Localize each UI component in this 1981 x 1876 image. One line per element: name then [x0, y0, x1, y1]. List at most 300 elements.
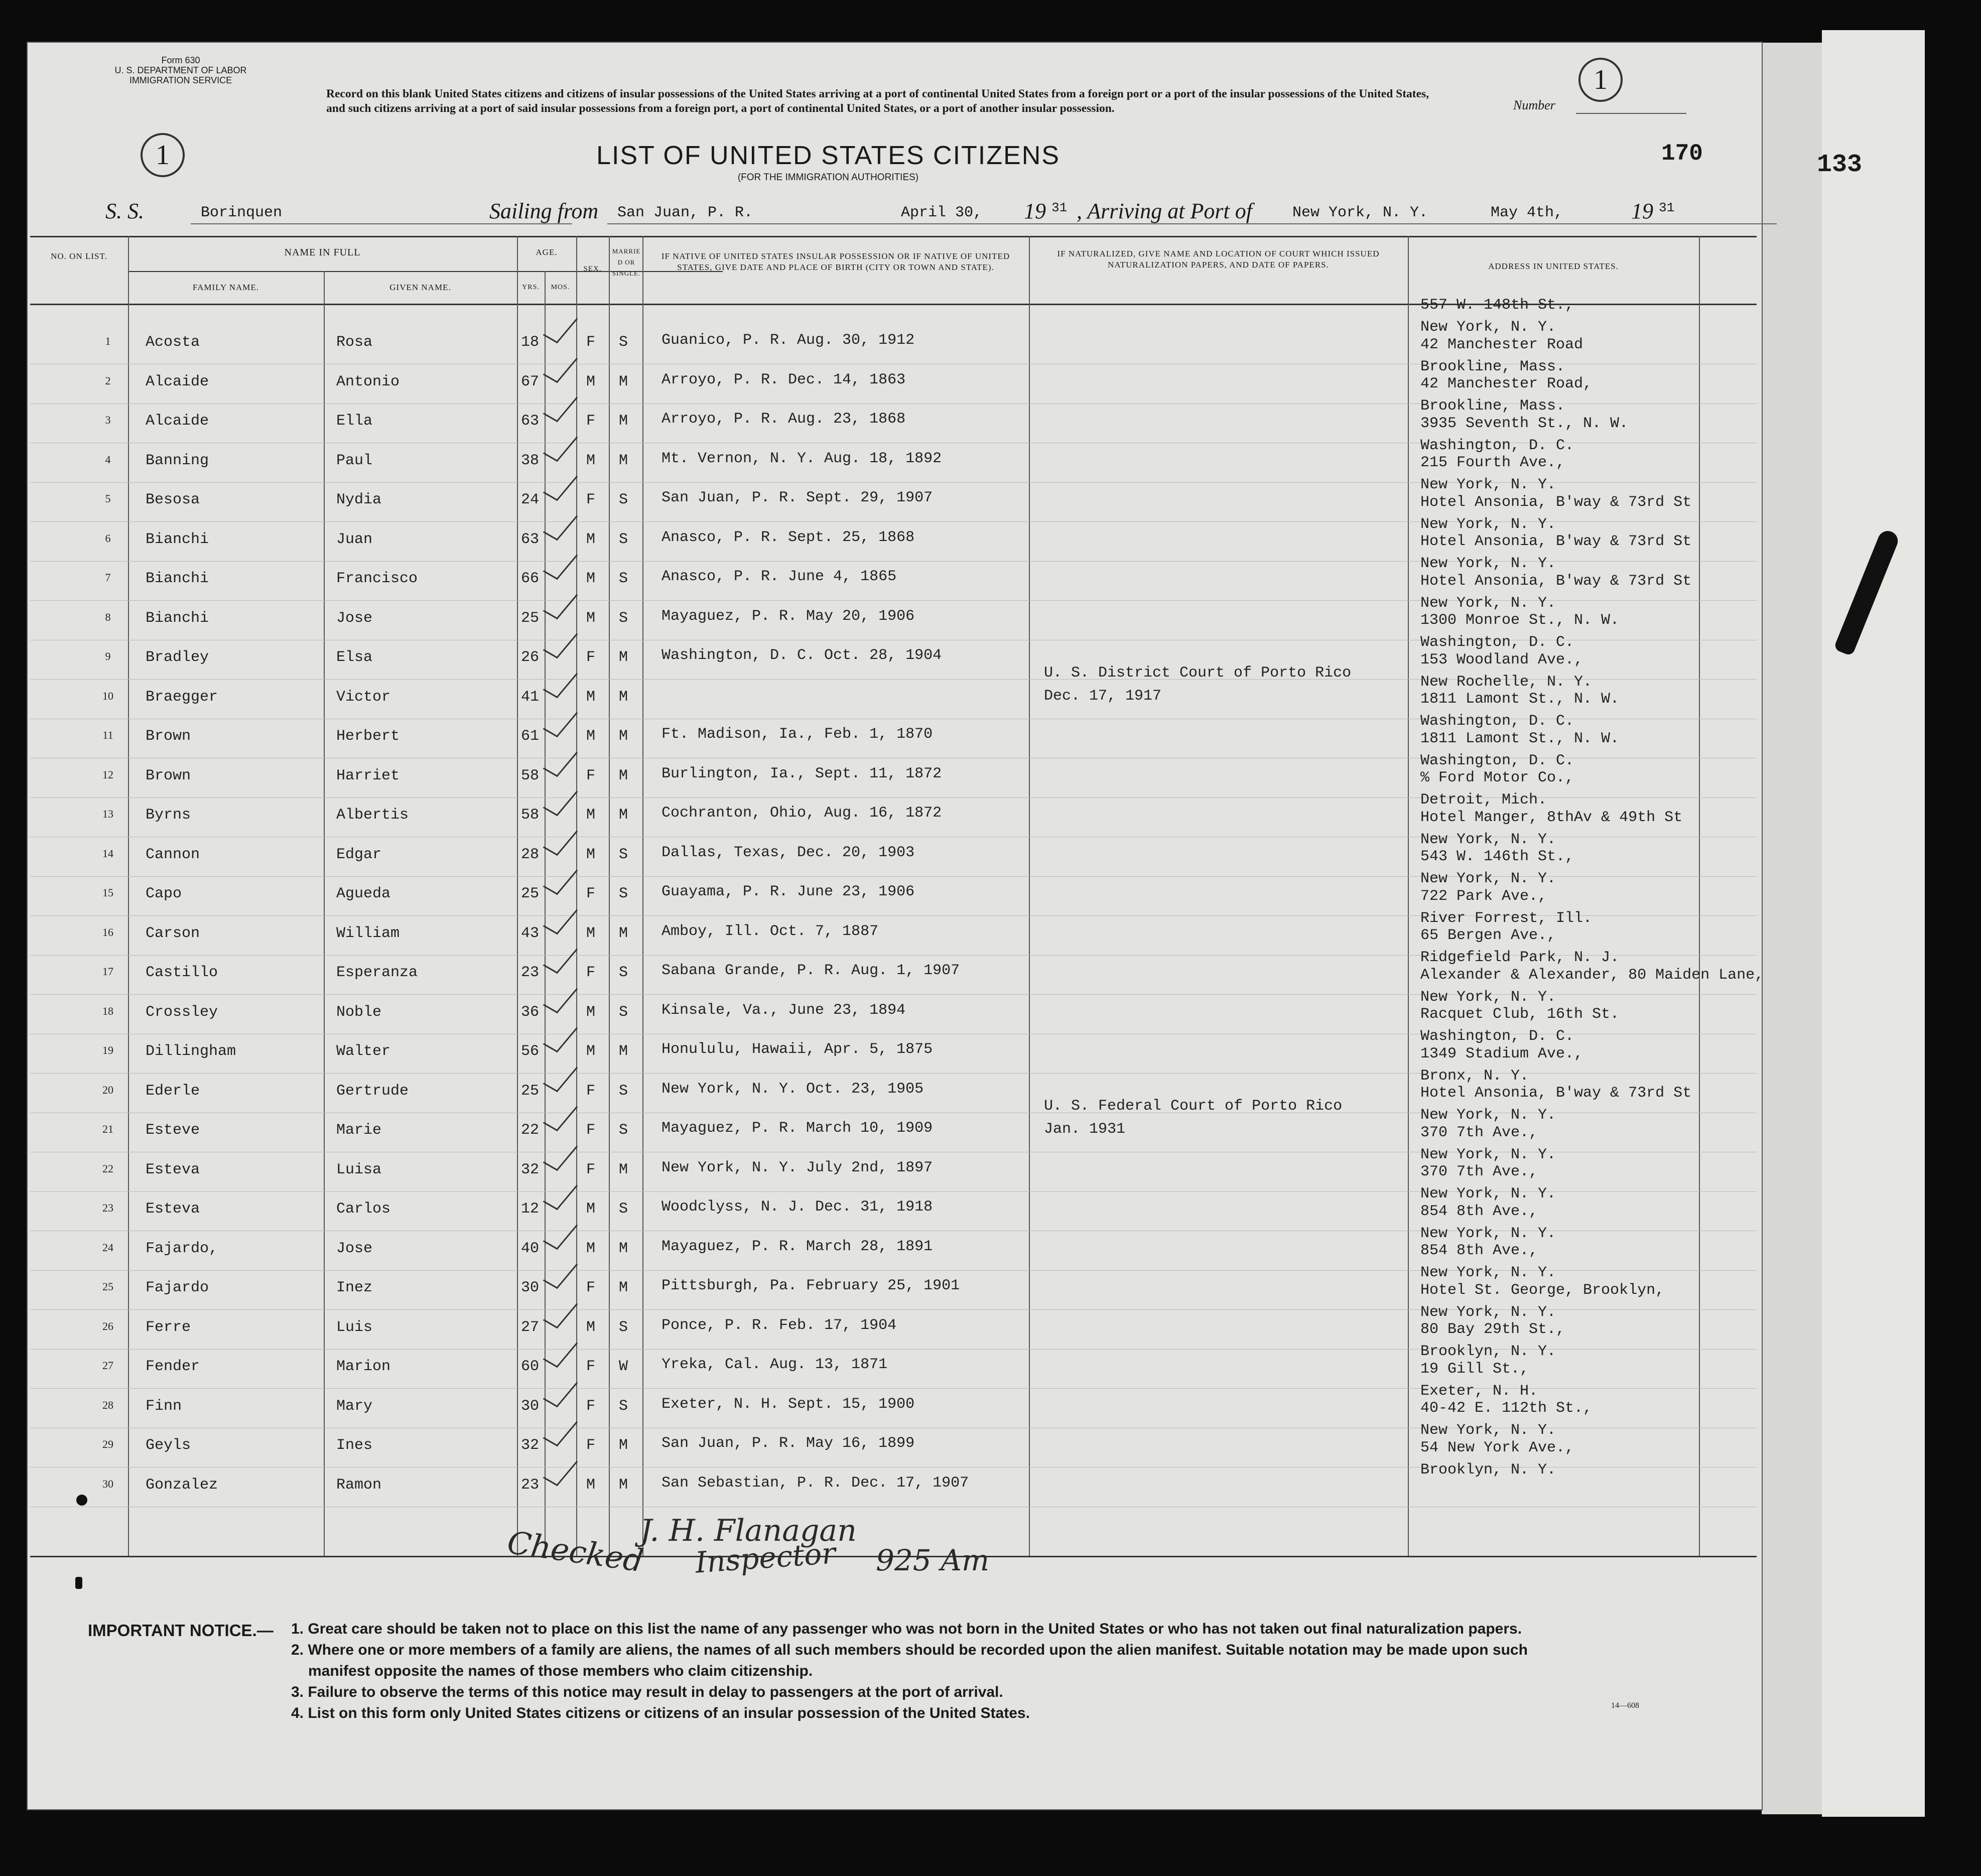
given-name: Nydia — [336, 491, 382, 508]
check-mark — [543, 1335, 578, 1368]
sex: F — [586, 1279, 596, 1296]
address-line-1: % Ford Motor Co., — [1420, 769, 1574, 786]
naturalization-date: Jan. 1931 — [1044, 1121, 1126, 1138]
sheet-number: 170 — [1661, 141, 1703, 167]
check-mark — [543, 705, 578, 738]
address-line-1: Hotel Ansonia, B'way & 73rd St — [1420, 493, 1692, 511]
address-line-1: 1811 Lamont St., N. W. — [1420, 730, 1620, 747]
marital-status: M — [619, 1240, 628, 1257]
circled-number-left: 1 — [141, 133, 185, 177]
sex: M — [586, 846, 596, 863]
family-name: Gonzalez — [146, 1476, 218, 1494]
family-name: Cannon — [146, 846, 200, 863]
marital-status: M — [619, 767, 628, 784]
row-number: 11 — [102, 729, 113, 741]
given-name: Juan — [336, 530, 373, 548]
birth-place-date: Sabana Grande, P. R. Aug. 1, 1907 — [662, 962, 960, 979]
handwritten-time: 925 Am — [876, 1543, 990, 1577]
adjacent-page-number: 133 — [1817, 151, 1863, 179]
birth-place-date: Anasco, P. R. June 4, 1865 — [662, 568, 897, 585]
check-mark — [543, 389, 578, 423]
row-number: 17 — [102, 965, 113, 978]
row-number: 3 — [105, 414, 111, 426]
row-number: 13 — [102, 808, 113, 820]
sex: M — [586, 570, 596, 587]
given-name: Gertrude — [336, 1082, 409, 1100]
sex: F — [586, 649, 596, 666]
address-line-2: Bronx, N. Y. — [1420, 1067, 1529, 1085]
check-mark — [543, 744, 578, 777]
address-line-1: 370 7th Ave., — [1420, 1163, 1538, 1180]
family-name: Esteva — [146, 1200, 200, 1218]
address-line-2: New York, N. Y. — [1420, 1422, 1556, 1439]
age-years: 58 — [521, 767, 540, 784]
address-line-1: 153 Woodland Ave., — [1420, 651, 1583, 668]
col-header-yrs: YRS. — [522, 284, 540, 291]
address-line-2: New York, N. Y. — [1420, 1303, 1556, 1321]
age-years: 22 — [521, 1122, 540, 1139]
notice-item: manifest opposite the names of those members who claim citizenship. — [308, 1663, 813, 1679]
row-number: 25 — [102, 1280, 113, 1293]
check-mark — [543, 350, 578, 383]
address-line-1: 42 Manchester Road — [1420, 336, 1583, 353]
address-line-2: New Rochelle, N. Y. — [1420, 673, 1593, 691]
birth-place-date: New York, N. Y. Oct. 23, 1905 — [662, 1080, 924, 1098]
given-name: Noble — [336, 1003, 382, 1021]
given-name: Agueda — [336, 885, 391, 902]
marital-status: M — [619, 373, 628, 390]
check-mark — [543, 586, 578, 619]
punch-hole — [76, 1495, 87, 1506]
age-years: 18 — [521, 334, 540, 351]
family-name: Geyls — [146, 1437, 191, 1454]
sex: M — [586, 452, 596, 469]
address-line-1: Hotel St. George, Brooklyn, — [1420, 1281, 1665, 1299]
notice-item: 1. Great care should be taken not to place on this list the name of any passenger who was not born in the United States or who has not taken out final naturalization papers. — [291, 1621, 1522, 1637]
age-years: 43 — [521, 924, 540, 942]
table-top-rule — [30, 236, 1757, 237]
address-line-1: 1349 Stadium Ave., — [1420, 1045, 1583, 1062]
row-number: 18 — [102, 1004, 113, 1017]
address-line-1: 557 W. 148th St., — [1420, 297, 1574, 314]
birth-place-date: Guayama, P. R. June 23, 1906 — [662, 883, 915, 900]
birth-place-date: Pittsburgh, Pa. February 25, 1901 — [662, 1277, 960, 1294]
family-name: Bianchi — [146, 609, 209, 627]
age-years: 25 — [521, 609, 540, 627]
address-line-1: 54 New York Ave., — [1420, 1439, 1574, 1456]
age-years: 56 — [521, 1043, 540, 1060]
address-line-2: Washington, D. C. — [1420, 752, 1574, 769]
col-rule — [324, 271, 325, 1556]
address-line-2: Brooklyn, N. Y. — [1420, 1343, 1556, 1360]
address-line-2: Washington, D. C. — [1420, 1028, 1574, 1045]
sex: M — [586, 807, 596, 824]
handwritten-checked: Checked — [505, 1524, 646, 1579]
address-line-1: 3935 Seventh St., N. W. — [1420, 415, 1629, 432]
sailing-year-prefix: 19 — [1024, 199, 1046, 223]
marital-status: W — [619, 1358, 628, 1375]
sex: F — [586, 1358, 596, 1375]
age-years: 63 — [521, 530, 540, 548]
marital-status: M — [619, 413, 628, 430]
row-number: 24 — [102, 1241, 113, 1254]
sex: F — [586, 964, 596, 981]
row-number: 1 — [105, 335, 111, 347]
address-line-1: 1300 Monroe St., N. W. — [1420, 612, 1620, 629]
department: U. S. DEPARTMENT OF LABOR — [114, 65, 247, 75]
family-name: Carson — [146, 924, 200, 942]
handwritten-inspector: Inspector — [694, 1536, 837, 1580]
address-line-2: Washington, D. C. — [1420, 634, 1574, 651]
service: IMMIGRATION SERVICE — [129, 75, 232, 85]
age-years: 25 — [521, 885, 540, 902]
sex: F — [586, 334, 596, 351]
birth-place-date: San Sebastian, P. R. Dec. 17, 1907 — [662, 1474, 969, 1492]
family-name: Bianchi — [146, 530, 209, 548]
family-name: Alcaide — [146, 373, 209, 390]
check-mark — [543, 1295, 578, 1328]
given-name: Inez — [336, 1279, 373, 1296]
check-mark — [543, 1099, 578, 1132]
sex: F — [586, 767, 596, 784]
age-years: 23 — [521, 964, 540, 981]
col-rule — [545, 271, 546, 1556]
sex: F — [586, 1161, 596, 1178]
marital-status: S — [619, 1397, 628, 1415]
family-name: Dillingham — [146, 1043, 236, 1060]
notice-item: 3. Failure to observe the terms of this notice may result in delay to passengers at the port of arrival. — [291, 1684, 1003, 1700]
marital-status: M — [619, 1476, 628, 1494]
sailing-year: 31 — [1051, 200, 1068, 215]
check-mark — [543, 311, 578, 344]
given-name: Elsa — [336, 649, 373, 666]
age-years: 41 — [521, 688, 540, 706]
col-header-given: GIVEN NAME. — [389, 283, 451, 292]
check-mark — [543, 626, 578, 659]
col-rule — [1699, 236, 1700, 1556]
given-name: Jose — [336, 1240, 373, 1257]
address-line-1: 65 Bergen Ave., — [1420, 927, 1556, 944]
marital-status: S — [619, 885, 628, 902]
voyage-underline — [607, 223, 1777, 224]
col-header-no: NO. ON LIST. — [51, 251, 107, 261]
number-label: Number — [1513, 98, 1555, 112]
address-line-2: Brooklyn, N. Y. — [1420, 1461, 1556, 1479]
address-line-2: New York, N. Y. — [1420, 1107, 1556, 1124]
family-name: Ederle — [146, 1082, 200, 1100]
row-number: 20 — [102, 1083, 113, 1096]
address-line-2: New York, N. Y. — [1420, 1264, 1556, 1281]
address-line-1: 19 Gill St., — [1420, 1360, 1529, 1378]
sex: M — [586, 1003, 596, 1021]
sex: M — [586, 1318, 596, 1336]
sex: M — [586, 1043, 596, 1060]
marital-status: S — [619, 1082, 628, 1100]
row-number: 4 — [105, 453, 111, 466]
given-name: Jose — [336, 609, 373, 627]
birth-place-date: Dallas, Texas, Dec. 20, 1903 — [662, 844, 915, 861]
notice-item: 2. Where one or more members of a family are aliens, the names of all such members should be recorded upon the alien manifest. Suitable notation may be made upon such — [291, 1642, 1528, 1658]
address-line-2: New York, N. Y. — [1420, 555, 1556, 572]
address-line-2: River Forrest, Ill. — [1420, 909, 1593, 927]
address-line-1: Hotel Ansonia, B'way & 73rd St — [1420, 1085, 1692, 1102]
check-mark — [543, 1256, 578, 1289]
check-mark — [543, 980, 578, 1013]
marital-status: S — [619, 1318, 628, 1336]
birth-place-date: Ft. Madison, Ia., Feb. 1, 1870 — [662, 726, 933, 743]
address-line-1: 543 W. 146th St., — [1420, 848, 1574, 865]
page-title: LIST OF UNITED STATES CITIZENS — [596, 141, 1060, 170]
address-line-2: Brookline, Mass. — [1420, 358, 1565, 375]
col-header-birth: IF NATIVE OF UNITED STATES INSULAR POSSESSION OR IF NATIVE OF UNITED STATES, GIVE DATE AND PLACE OF BIRTH (CITY OR TOWN AND STATE). — [661, 251, 1010, 272]
marital-status: S — [619, 609, 628, 627]
family-name: Bianchi — [146, 570, 209, 587]
address-line-1: Hotel Manger, 8thAv & 49th St — [1420, 809, 1683, 826]
age-years: 26 — [521, 649, 540, 666]
age-years: 25 — [521, 1082, 540, 1100]
given-name: Edgar — [336, 846, 382, 863]
birth-place-date: Honululu, Hawaii, Apr. 5, 1875 — [662, 1041, 933, 1058]
given-name: William — [336, 924, 400, 942]
marital-status: S — [619, 530, 628, 548]
adjacent-page — [1822, 30, 1925, 1817]
arriving-port: New York, N. Y. — [1292, 204, 1428, 221]
marital-status: M — [619, 1437, 628, 1454]
given-name: Luisa — [336, 1161, 382, 1178]
given-name: Antonio — [336, 373, 400, 390]
sex: M — [586, 1200, 596, 1218]
given-name: Ramon — [336, 1476, 382, 1494]
age-years: 32 — [521, 1437, 540, 1454]
arriving-date: May 4th, — [1491, 204, 1563, 221]
handwritten-signature: J. H. Flanagan — [640, 1513, 857, 1548]
check-mark — [543, 941, 578, 974]
sex: F — [586, 413, 596, 430]
age-years: 27 — [521, 1318, 540, 1336]
birth-place-date: Amboy, Ill. Oct. 7, 1887 — [662, 922, 879, 940]
ss-label: S. S. — [105, 199, 144, 223]
row-number: 2 — [105, 374, 111, 387]
marital-status: M — [619, 1043, 628, 1060]
row-number: 19 — [102, 1044, 113, 1056]
birth-place-date: Mt. Vernon, N. Y. Aug. 18, 1892 — [662, 450, 942, 467]
address-line-1: 80 Bay 29th St., — [1420, 1321, 1565, 1338]
family-name: Ferre — [146, 1318, 191, 1336]
address-line-2: New York, N. Y. — [1420, 870, 1556, 887]
marital-status: S — [619, 964, 628, 981]
address-line-1: 370 7th Ave., — [1420, 1124, 1538, 1141]
marital-status: S — [619, 570, 628, 587]
check-mark — [543, 547, 578, 580]
birth-place-date: Arroyo, P. R. Aug. 23, 1868 — [662, 411, 906, 428]
age-years: 63 — [521, 413, 540, 430]
age-years: 24 — [521, 491, 540, 508]
address-line-2: Detroit, Mich. — [1420, 791, 1547, 809]
age-years: 32 — [521, 1161, 540, 1178]
col-rule — [1029, 236, 1030, 1556]
birth-place-date: San Juan, P. R. May 16, 1899 — [662, 1435, 915, 1452]
arriving-label: , Arriving at Port of — [1077, 199, 1252, 223]
address-line-2: Exeter, N. H. — [1420, 1382, 1538, 1400]
col-header-mos: MOS. — [551, 284, 570, 291]
check-mark — [543, 901, 578, 934]
voyage-line — [105, 198, 1777, 228]
birth-place-date: Woodclyss, N. J. Dec. 31, 1918 — [662, 1198, 933, 1216]
family-name: Alcaide — [146, 413, 209, 430]
col-rule — [609, 236, 610, 1556]
family-name: Brown — [146, 767, 191, 784]
check-mark — [543, 1414, 578, 1447]
row-number: 9 — [105, 650, 111, 662]
col-rule — [517, 236, 518, 1556]
arriving-year: 31 — [1659, 200, 1675, 215]
col-rule — [576, 236, 577, 1556]
col-header-address: ADDRESS IN UNITED STATES. — [1488, 261, 1619, 271]
marital-status: M — [619, 688, 628, 706]
row-number: 23 — [102, 1201, 113, 1214]
address-line-1: 854 8th Ave., — [1420, 1242, 1538, 1259]
given-name: Walter — [336, 1043, 391, 1060]
address-line-2: Washington, D. C. — [1420, 713, 1574, 730]
address-line-1: 722 Park Ave., — [1420, 887, 1547, 905]
marital-status: M — [619, 924, 628, 942]
given-name: Rosa — [336, 334, 373, 351]
row-number: 7 — [105, 571, 111, 584]
sailing-label: Sailing from — [489, 199, 599, 223]
address-line-2: New York, N. Y. — [1420, 515, 1556, 533]
row-number: 28 — [102, 1398, 113, 1411]
family-name: Bradley — [146, 649, 209, 666]
given-name: Marie — [336, 1122, 382, 1139]
age-years: 40 — [521, 1240, 540, 1257]
row-number: 30 — [102, 1477, 113, 1490]
check-mark — [543, 468, 578, 501]
marital-status: S — [619, 334, 628, 351]
address-line-2: New York, N. Y. — [1420, 1185, 1556, 1202]
marital-status: M — [619, 1279, 628, 1296]
page-subtitle: (FOR THE IMMIGRATION AUTHORITIES) — [737, 172, 919, 183]
age-years: 36 — [521, 1003, 540, 1021]
row-number: 5 — [105, 492, 111, 505]
age-years: 66 — [521, 570, 540, 587]
birth-place-date: Kinsale, Va., June 23, 1894 — [662, 1001, 906, 1019]
sex: M — [586, 1476, 596, 1494]
family-name: Brown — [146, 728, 191, 745]
address-line-1: 215 Fourth Ave., — [1420, 454, 1565, 471]
arriving-year-prefix: 19 — [1631, 199, 1653, 223]
sailing-from: San Juan, P. R. — [617, 204, 753, 221]
row-number: 8 — [105, 610, 111, 623]
sex: M — [586, 924, 596, 942]
birth-place-date: Exeter, N. H. Sept. 15, 1900 — [662, 1395, 915, 1413]
family-name: Fajardo, — [146, 1240, 218, 1257]
age-years: 58 — [521, 807, 540, 824]
family-name: Byrns — [146, 807, 191, 824]
given-name: Francisco — [336, 570, 418, 587]
row-number: 14 — [102, 847, 113, 860]
family-name: Fender — [146, 1358, 200, 1375]
birth-place-date: Mayaguez, P. R. May 20, 1906 — [662, 607, 915, 625]
row-number: 21 — [102, 1123, 113, 1135]
family-name: Esteve — [146, 1122, 200, 1139]
age-years: 23 — [521, 1476, 540, 1494]
address-line-1: 854 8th Ave., — [1420, 1202, 1538, 1220]
col-header-family: FAMILY NAME. — [192, 283, 259, 292]
check-mark — [543, 1217, 578, 1250]
birth-place-date: Anasco, P. R. Sept. 25, 1868 — [662, 528, 915, 546]
marital-status: M — [619, 728, 628, 745]
address-line-2: Ridgefield Park, N. J. — [1420, 949, 1620, 966]
age-years: 30 — [521, 1279, 540, 1296]
given-name: Harriet — [336, 767, 400, 784]
circled-number-right: 1 — [1578, 58, 1623, 102]
address-line-2: Washington, D. C. — [1420, 437, 1574, 454]
passenger-table — [30, 236, 1764, 1561]
col-header-name: NAME IN FULL — [284, 247, 361, 258]
notice-list — [291, 1619, 1747, 1724]
family-name: Fajardo — [146, 1279, 209, 1296]
address-line-2: New York, N. Y. — [1420, 594, 1556, 612]
marital-status: M — [619, 452, 628, 469]
sex: M — [586, 1240, 596, 1257]
check-mark — [543, 1374, 578, 1407]
given-name: Ines — [336, 1437, 373, 1454]
family-name: Finn — [146, 1397, 182, 1415]
sex: F — [586, 1397, 596, 1415]
row-number: 29 — [102, 1438, 113, 1450]
birth-place-date: Yreka, Cal. Aug. 13, 1871 — [662, 1356, 888, 1373]
check-mark — [543, 783, 578, 817]
check-mark — [543, 1059, 578, 1092]
birth-place-date: Ponce, P. R. Feb. 17, 1904 — [662, 1316, 897, 1334]
row-number: 15 — [102, 886, 113, 899]
notice-item: 4. List on this form only United States citizens or citizens of an insular possession of the United States. — [291, 1705, 1030, 1721]
col-header-naturalized: IF NATURALIZED, GIVE NAME AND LOCATION OF COURT WHICH ISSUED NATURALIZATION PAPERS, AND DATE OF PAPERS. — [1057, 249, 1380, 270]
address-line-2: Brookline, Mass. — [1420, 397, 1565, 415]
row-number: 16 — [102, 925, 113, 939]
form-number: Form 630 — [161, 55, 200, 65]
address-line-1: 1811 Lamont St., N. W. — [1420, 691, 1620, 708]
sex: F — [586, 491, 596, 508]
address-line-1: Hotel Ansonia, B'way & 73rd St — [1420, 572, 1692, 590]
family-name: Banning — [146, 452, 209, 469]
check-mark — [543, 1138, 578, 1171]
given-name: Paul — [336, 452, 373, 469]
birth-place-date: San Juan, P. R. Sept. 29, 1907 — [662, 489, 933, 506]
address-line-2: New York, N. Y. — [1420, 476, 1556, 493]
sailing-date: April 30, — [901, 204, 983, 221]
given-name: Albertis — [336, 807, 409, 824]
birth-place-date: Washington, D. C. Oct. 28, 1904 — [662, 647, 942, 664]
birth-place-date: Arroyo, P. R. Dec. 14, 1863 — [662, 371, 906, 388]
address-line-2: New York, N. Y. — [1420, 831, 1556, 848]
age-years: 38 — [521, 452, 540, 469]
ship-name: Borinquen — [201, 204, 283, 221]
naturalization-court: U. S. District Court of Porto Rico — [1044, 664, 1352, 682]
address-line-1: 40-42 E. 112th St., — [1420, 1400, 1593, 1417]
age-years: 60 — [521, 1358, 540, 1375]
marital-status: M — [619, 807, 628, 824]
check-mark — [543, 429, 578, 462]
address-line-2: New York, N. Y. — [1420, 988, 1556, 1006]
age-years: 67 — [521, 373, 540, 390]
form-instructions: Record on this blank United States citizens and citizens of insular possessions of the United States arriving at a port of continental United States from a foreign port or a port of the insular possessions of the United States, and such citizens arriving at a port of said insular possessions from a foreign port, a port of continental United States, or a port of another insular possession. — [326, 87, 1429, 115]
age-years: 28 — [521, 846, 540, 863]
family-name: Esteva — [146, 1161, 200, 1178]
naturalization-date: Dec. 17, 1917 — [1044, 687, 1162, 705]
col-header-age: AGE. — [536, 247, 558, 257]
number-line — [1576, 113, 1686, 114]
